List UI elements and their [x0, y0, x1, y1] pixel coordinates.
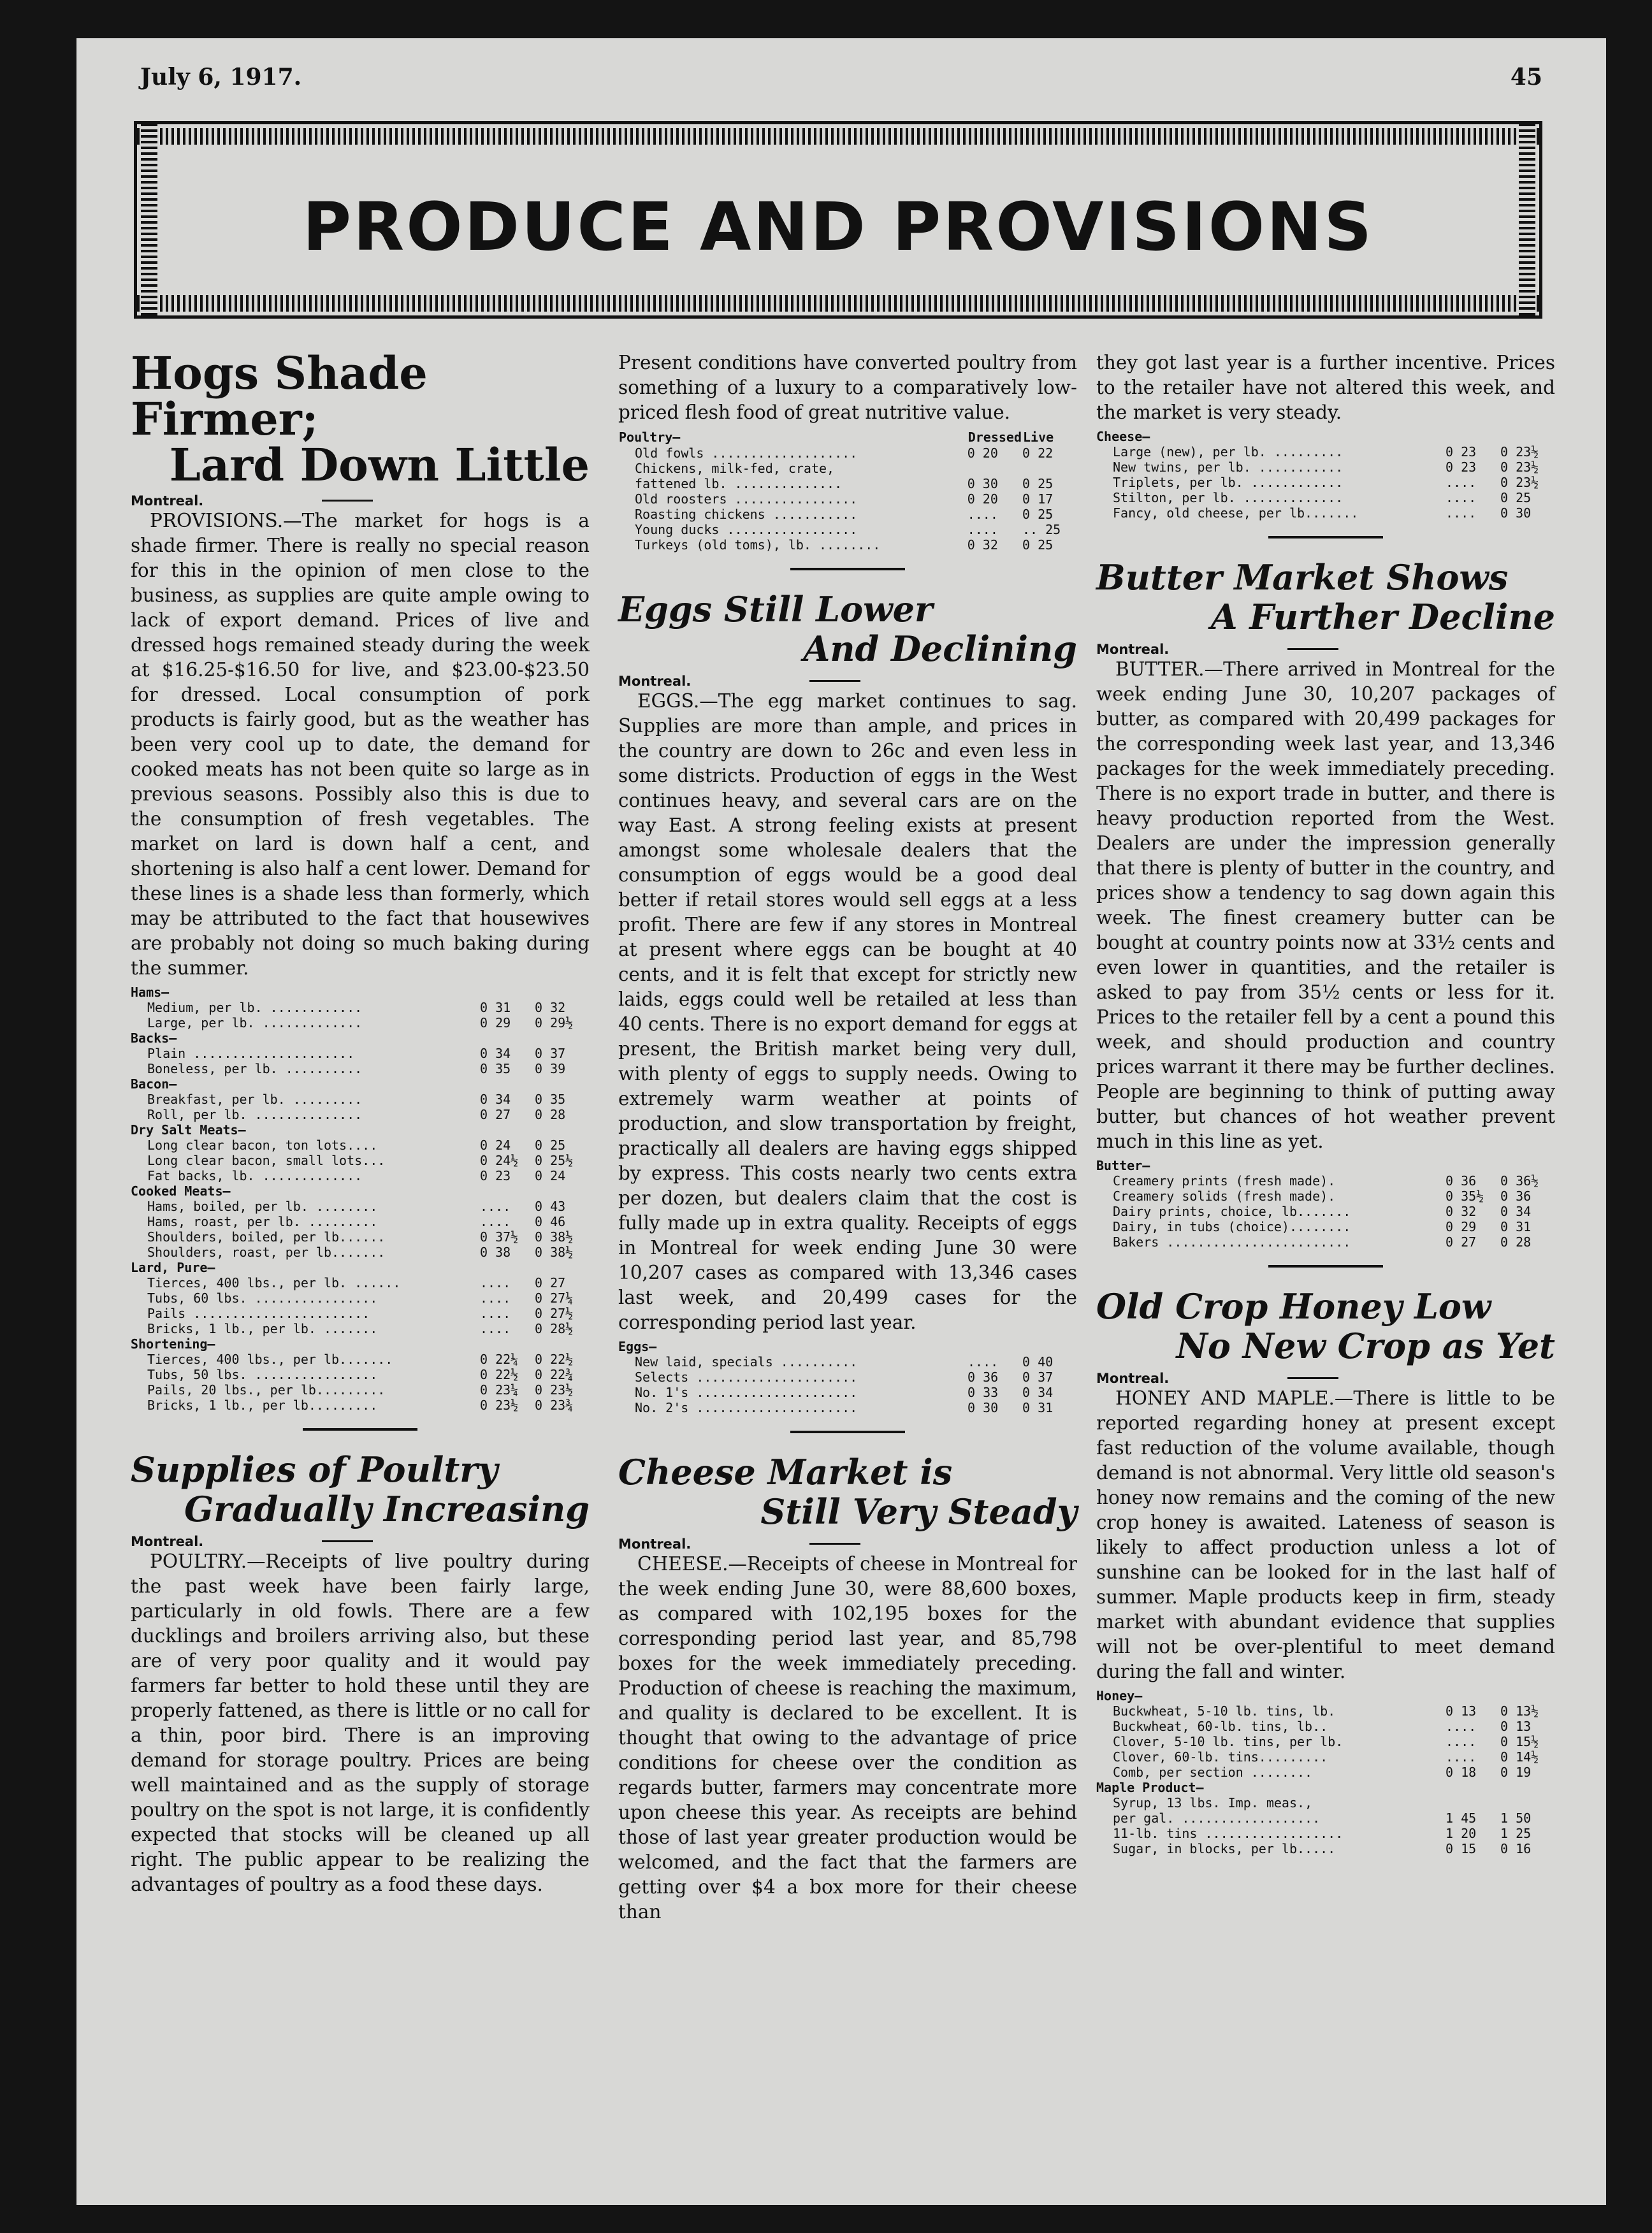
price-item-label: Roll, per lb. .............. — [147, 1107, 363, 1122]
price-item-label: Shoulders, boiled, per lb...... — [147, 1229, 386, 1245]
price-group-row — [131, 1260, 590, 1275]
price-low: 0 38 — [480, 1245, 511, 1260]
price-row — [131, 1015, 590, 1030]
price-row — [1096, 1749, 1555, 1765]
price-low: 0 22½ — [480, 1367, 519, 1382]
price-low — [1446, 1795, 1500, 1810]
price-row — [1096, 1703, 1555, 1719]
price-low: 0 31 — [480, 1000, 511, 1015]
section-divider — [790, 1431, 905, 1433]
price-low: .... — [480, 1321, 511, 1336]
price-item-label: New twins, per lb. ........... — [1113, 459, 1344, 475]
dateline-text: Montreal. — [618, 1536, 692, 1552]
price-low: 0 23½ — [480, 1398, 519, 1413]
price-group-row — [131, 1122, 590, 1138]
price-item-label: Dairy prints, choice, lb....... — [1113, 1204, 1351, 1219]
price-row — [1096, 1234, 1555, 1250]
price-low: 0 15 — [1446, 1841, 1477, 1856]
price-row — [131, 1153, 590, 1168]
section-divider — [1268, 536, 1383, 538]
cheese-price-table — [1096, 429, 1555, 521]
price-group-label: Backs— — [131, 1030, 177, 1046]
price-row — [618, 1385, 1077, 1400]
price-high: 0 24 — [535, 1168, 566, 1183]
cheese-headline — [618, 1452, 1077, 1531]
price-high: 0 23½ — [1500, 459, 1539, 475]
price-high: 0 39 — [535, 1061, 566, 1076]
price-group-label: Lard, Pure— — [131, 1260, 215, 1275]
dateline-text: Montreal. — [131, 1534, 204, 1549]
price-low: 0 20 — [967, 491, 998, 507]
cheese-dateline — [618, 1536, 1077, 1552]
price-high: 0 40 — [1022, 1354, 1054, 1369]
section-divider — [1268, 1265, 1383, 1268]
poultry-dateline — [131, 1534, 590, 1549]
price-high: 0 14½ — [1500, 1749, 1539, 1765]
price-high: 0 46 — [535, 1214, 566, 1229]
price-group-row — [131, 985, 590, 1000]
price-low: 0 36 — [1446, 1173, 1477, 1189]
price-low: .... — [480, 1290, 511, 1306]
price-high — [1022, 461, 1077, 476]
price-low: 1 45 — [1446, 1810, 1477, 1826]
section-banner — [134, 121, 1542, 319]
price-row — [1096, 1795, 1555, 1810]
price-row — [1096, 505, 1555, 521]
price-item-label: Plain ..................... — [147, 1046, 355, 1061]
page-number: 45 — [1510, 64, 1542, 90]
price-row — [131, 1000, 590, 1015]
price-item-label: Fancy, old cheese, per lb....... — [1113, 505, 1359, 521]
price-low: .... — [1446, 1749, 1477, 1765]
price-low: 1 20 — [1446, 1826, 1477, 1841]
price-low: 0 23 — [480, 1168, 511, 1183]
hogs-dateline — [131, 493, 590, 509]
price-item-label: Large (new), per lb. ......... — [1113, 444, 1344, 459]
section-divider — [303, 1428, 417, 1431]
price-low: 0 34 — [480, 1046, 511, 1061]
price-row — [618, 461, 1077, 476]
price-group-row — [131, 1336, 590, 1352]
price-row — [1096, 1219, 1555, 1234]
price-item-label: Pails ....................... — [147, 1306, 370, 1321]
price-high: 0 22 — [1022, 445, 1054, 461]
honey-price-table — [1096, 1688, 1555, 1856]
hogs-headline — [131, 347, 590, 491]
butter-price-table — [1096, 1158, 1555, 1250]
price-item-label: Long clear bacon, small lots... — [147, 1153, 386, 1168]
price-row — [131, 1107, 590, 1122]
hogs-article-body: PROVISIONS.—The market for hogs is a shade firmer. There is really no special reason for this in the opinion of men close to the business, as supplies are quite ample owing to lack of export demand. Prices of live and dressed hogs remained steady during the week at $16.25-$16.50 for live, and $23.00-$23.50 for dressed. Local consumption of pork products is fairly good, but as the weather has been very cool up to date, the demand for cooked meats has not been quite so large as in previous seasons. Possibly also this is due to the consumption of fresh vegetables. The market on lard is down half a cent, and shortening is also half a cent lower. Demand for these lines is a shade less than formerly, which may be attributed to the fact that housewives are probably not doing so much baking during the summer. — [131, 510, 590, 979]
price-row — [131, 1061, 590, 1076]
price-row — [1096, 1173, 1555, 1189]
price-row — [131, 1092, 590, 1107]
price-item-label: Bricks, 1 lb., per lb......... — [147, 1398, 378, 1413]
price-low: .... — [967, 522, 998, 537]
price-item-label: Syrup, 13 lbs. Imp. meas., — [1113, 1795, 1313, 1810]
price-item-label: 11-lb. tins .................. — [1113, 1826, 1344, 1841]
provisions-price-table — [131, 985, 590, 1413]
poultry-headline-line2: Gradually Increasing — [184, 1489, 590, 1529]
price-group-row — [1096, 1780, 1555, 1795]
price-item-label: Old fowls ................... — [635, 445, 858, 461]
price-row — [1096, 1826, 1555, 1841]
price-row — [1096, 1841, 1555, 1856]
price-high: 0 36½ — [1500, 1173, 1539, 1189]
price-row — [618, 537, 1077, 553]
price-item-label: Tierces, 400 lbs., per lb. ...... — [147, 1275, 401, 1290]
banner-border-top — [137, 128, 1539, 145]
price-row — [1096, 1719, 1555, 1734]
price-low: 0 35 — [480, 1061, 511, 1076]
price-low: 0 23 — [1446, 459, 1477, 475]
price-group-label: Dry Salt Meats— — [131, 1122, 246, 1138]
price-row — [618, 507, 1077, 522]
price-group-label: Shortening— — [131, 1336, 215, 1352]
price-high: 0 28 — [1500, 1234, 1532, 1250]
poultry-article-body: POULTRY.—Receipts of live poultry during the past week have been fairly large, particularly in old fowls. There are a few ducklings and broilers arriving also, but these are of very poor quality and it would pay farmers far better to hold these until they are properly fattened, as there is little or no call for a thin, poor bird. There is an improving demand for storage poultry. Prices are being well maintained and as the supply of storage poultry on the spot is not large, it is confidently expected that stocks will be cleaned up all right. The public appear to be realizing the advantages of poultry as a food these days. — [131, 1550, 590, 1895]
price-group-label: Cheese— — [1096, 429, 1150, 444]
price-row — [618, 445, 1077, 461]
price-item-label: Selects ..................... — [635, 1369, 858, 1385]
price-item-label: Old roosters ................ — [635, 491, 858, 507]
eggs-article-body: EGGS.—The egg market continues to sag. Supplies are more than ample, and prices in the country are down to 26c and even less in some districts. Production of eggs in the West continues heavy, and several cars are on the way East. A strong feeling exists at present amongst some wholesale dealers that the consumption of eggs would be a good deal better if retail stores would sell eggs at a less profit. There are few if any stores in Montreal at present where eggs can be bought at 40 cents, and it is felt that except for strictly new laids, eggs could well be retailed at less than 40 cents. There is no export demand for eggs at present, the British market being very dull, with plenty of eggs to supply needs. Owing to extremely warm weather at points of production, and slow transportation by freight, practically all dealers are having eggs shipped by express. This costs nearly two cents extra per dozen, but dealers claim that the cost is fully made up in extra quality. Receipts of eggs in Montreal for week ending June 30 were 10,207 cases as compared with 13,346 cases last week, and 20,499 cases for the corresponding period last year. — [618, 690, 1077, 1333]
price-high: 0 37 — [1022, 1369, 1054, 1385]
poultry-table-label: Poultry— — [619, 430, 681, 445]
price-row — [1096, 490, 1555, 505]
price-row — [131, 1290, 590, 1306]
price-high: 0 22½ — [535, 1352, 574, 1367]
butter-dateline — [1096, 642, 1555, 657]
price-high: 0 23½ — [535, 1382, 574, 1398]
price-item-label: Bakers ........................ — [1113, 1234, 1351, 1250]
price-low: .... — [1446, 490, 1477, 505]
price-high: 0 27 — [535, 1275, 566, 1290]
price-item-label: Tierces, 400 lbs., per lb....... — [147, 1352, 393, 1367]
cheese-headline-line2: Still Very Steady — [760, 1491, 1077, 1532]
price-low: 0 36 — [967, 1369, 999, 1385]
price-item-label: Hams, roast, per lb. ......... — [147, 1214, 378, 1229]
price-row — [1096, 1734, 1555, 1749]
price-group-row — [131, 1076, 590, 1092]
price-row — [131, 1398, 590, 1413]
poultry-headline-line1: Supplies of Poultry — [131, 1449, 498, 1490]
price-low: 0 22¼ — [480, 1352, 519, 1367]
poultry-price-table — [618, 429, 1077, 553]
price-row — [131, 1321, 590, 1336]
price-row — [1096, 1189, 1555, 1204]
price-row — [131, 1352, 590, 1367]
honey-headline-line2: No New Crop as Yet — [1176, 1326, 1555, 1366]
price-low: 0 23 — [1446, 444, 1477, 459]
price-high: 0 34 — [1500, 1204, 1532, 1219]
price-low: 0 29 — [480, 1015, 511, 1030]
price-high: 0 19 — [1500, 1765, 1532, 1780]
price-high: 0 37 — [535, 1046, 566, 1061]
price-row — [618, 1400, 1077, 1415]
price-high: 0 43 — [535, 1199, 566, 1214]
butter-article-body: BUTTER.—There arrived in Montreal for the week ending June 30, 10,207 packages of butter, as compared with 20,499 packages for the corresponding week last year, and 13,346 packages for the week immediately preceding. There is no export trade in butter, and there is heavy production reported from the West. Dealers are under the impression generally that there is plenty of butter in the country, and prices show a tendency to sag down again this week. The finest creamery butter can be bought at country points now at 33½ cents and even lower in quantities, and the retailer is asked to pay from 35½ cents or less for it. Prices to the retailer fell by a cent a pound this week, and should production and country prices warrant it there may be further declines. People are beginning to think of putting away butter, but chances of hot weather prevent much in this line as yet. — [1096, 658, 1555, 1152]
column-left — [131, 347, 590, 1897]
price-row — [131, 1168, 590, 1183]
price-high: 0 22¾ — [535, 1367, 574, 1382]
price-low: .... — [1446, 475, 1477, 490]
eggs-headline-line2: And Declining — [803, 628, 1077, 669]
price-high: 0 15½ — [1500, 1734, 1539, 1749]
eggs-headline — [618, 589, 1077, 668]
price-low: 0 24 — [480, 1138, 511, 1153]
price-high: 0 28½ — [535, 1321, 574, 1336]
price-row — [1096, 1204, 1555, 1219]
price-low: 0 23¼ — [480, 1382, 519, 1398]
poultry-col-live: Live — [1023, 430, 1054, 445]
price-high: 0 23¾ — [535, 1398, 574, 1413]
cheese-article-continued: they got last year is a further incentive. Prices to the retailer have not altered this week, and the market is very steady. — [1096, 352, 1555, 423]
price-high: 0 32 — [535, 1000, 566, 1015]
price-group-label: Butter— — [1096, 1158, 1150, 1173]
price-high: 0 27¼ — [535, 1290, 574, 1306]
poultry-article-continued: Present conditions have converted poultry from something of a luxury to a comparatively low-priced flesh food of great nutritive value. — [618, 352, 1077, 423]
price-high: 0 17 — [1022, 491, 1054, 507]
eggs-headline-line1: Eggs Still Lower — [618, 589, 933, 630]
price-item-label: Large, per lb. ............. — [147, 1015, 363, 1030]
price-item-label: Clover, 5-10 lb. tins, per lb. — [1113, 1734, 1344, 1749]
price-group-row — [618, 1339, 1077, 1354]
price-item-label: No. 1's ..................... — [635, 1385, 858, 1400]
price-low: .... — [967, 1354, 999, 1369]
price-high: 0 25 — [1022, 507, 1054, 522]
price-high: 0 31 — [1022, 1400, 1054, 1415]
price-low: 0 27 — [480, 1107, 511, 1122]
price-item-label: Shoulders, roast, per lb....... — [147, 1245, 386, 1260]
butter-headline-line1: Butter Market Shows — [1096, 557, 1509, 598]
price-high: 0 31 — [1500, 1219, 1532, 1234]
price-low: .... — [480, 1275, 511, 1290]
price-low: 0 24½ — [480, 1153, 519, 1168]
price-high: 0 28 — [535, 1107, 566, 1122]
price-item-label: Fat backs, lb. ............. — [147, 1168, 363, 1183]
price-high: 0 25 — [1022, 476, 1054, 491]
price-low: .... — [1446, 1719, 1477, 1734]
magazine-page — [76, 38, 1606, 2205]
price-item-label: Buckwheat, 60-lb. tins, lb.. — [1113, 1719, 1328, 1734]
price-low: .... — [1446, 505, 1477, 521]
price-low: 0 30 — [967, 476, 998, 491]
price-item-label: Clover, 60-lb. tins......... — [1113, 1749, 1328, 1765]
price-high: 0 34 — [1022, 1385, 1054, 1400]
price-low: 0 18 — [1446, 1765, 1477, 1780]
price-item-label: Long clear bacon, ton lots.... — [147, 1138, 378, 1153]
price-row — [131, 1214, 590, 1229]
price-item-label: Creamery solids (fresh made). — [1113, 1189, 1336, 1204]
price-high: 0 38½ — [535, 1245, 574, 1260]
price-high: 0 13 — [1500, 1719, 1532, 1734]
price-item-label: Buckwheat, 5-10 lb. tins, lb. — [1113, 1703, 1336, 1719]
price-row — [131, 1275, 590, 1290]
price-row — [131, 1046, 590, 1061]
hogs-headline-line1: Hogs Shade Firmer; — [131, 347, 428, 445]
issue-date: July 6, 1917. — [140, 64, 302, 90]
price-row — [131, 1382, 590, 1398]
honey-dateline — [1096, 1371, 1555, 1386]
price-high: 0 23½ — [1500, 475, 1539, 490]
dateline-text: Montreal. — [131, 493, 204, 509]
price-row — [1096, 1810, 1555, 1826]
honey-headline-line1: Old Crop Honey Low — [1096, 1286, 1491, 1327]
price-group-row — [1096, 1688, 1555, 1703]
price-group-row — [1096, 1158, 1555, 1173]
price-group-row — [131, 1030, 590, 1046]
price-low: 0 20 — [967, 445, 998, 461]
cheese-headline-line1: Cheese Market is — [618, 1452, 953, 1492]
price-low: .... — [967, 507, 998, 522]
price-item-label: Bricks, 1 lb., per lb. ....... — [147, 1321, 378, 1336]
cheese-article-body: CHEESE.—Receipts of cheese in Montreal for the week ending June 30, were 88,600 boxes, as compared with 102,195 boxes for the corresponding period last year, and 85,798 boxes for the week immediately preceding. Production of cheese is reaching the maximum, and quality is declared to be excellent. It is thought that owing to the advantage of price conditions for cheese over the condition as regards butter, farmers may concentrate more upon cheese this year. As receipts are behind those of last year greater production would be welcomed, and the fact that the farmers are getting over $4 a box more for their cheese than — [618, 1553, 1077, 1923]
price-group-label: Eggs— — [618, 1339, 657, 1354]
price-low: .... — [1446, 1734, 1477, 1749]
eggs-price-table — [618, 1339, 1077, 1415]
price-row — [618, 1354, 1077, 1369]
price-high: 0 29½ — [535, 1015, 574, 1030]
price-row — [1096, 1765, 1555, 1780]
price-high: 1 50 — [1500, 1810, 1532, 1826]
price-high: 0 25 — [535, 1138, 566, 1153]
banner-border-bottom — [137, 295, 1539, 312]
price-high: 0 25 — [1022, 537, 1054, 553]
price-row — [618, 476, 1077, 491]
price-high: 0 16 — [1500, 1841, 1532, 1856]
price-item-label: Triplets, per lb. ............ — [1113, 475, 1344, 490]
price-high: 0 23½ — [1500, 444, 1539, 459]
price-high: 0 36 — [1500, 1189, 1532, 1204]
poultry-col-dressed: Dressed — [967, 430, 1022, 445]
price-low: .... — [480, 1214, 511, 1229]
price-group-label: Hams— — [131, 985, 170, 1000]
price-item-label: Hams, boiled, per lb. ........ — [147, 1199, 378, 1214]
butter-headline — [1096, 558, 1555, 637]
eggs-dateline — [618, 674, 1077, 689]
price-item-label: Tubs, 50 lbs. ................ — [147, 1367, 378, 1382]
price-row — [131, 1199, 590, 1214]
price-group-label: Honey— — [1096, 1688, 1143, 1703]
price-group-label: Maple Product— — [1096, 1780, 1204, 1795]
column-right — [1096, 350, 1555, 1860]
price-item-label: Breakfast, per lb. ......... — [147, 1092, 363, 1107]
price-group-label: Bacon— — [131, 1076, 177, 1092]
price-item-label: Chickens, milk-fed, crate, — [635, 461, 835, 476]
price-group-row — [1096, 429, 1555, 444]
price-low: .... — [480, 1306, 511, 1321]
price-high: 0 38½ — [535, 1229, 574, 1245]
price-item-label: Young ducks ................. — [635, 522, 858, 537]
price-row — [1096, 459, 1555, 475]
price-item-label: fattened lb. .............. — [635, 476, 843, 491]
price-item-label: Roasting chickens ........... — [635, 507, 858, 522]
price-item-label: Dairy, in tubs (choice)........ — [1113, 1219, 1351, 1234]
dateline-text: Montreal. — [1096, 1371, 1170, 1386]
price-row — [131, 1138, 590, 1153]
price-item-label: New laid, specials .......... — [635, 1354, 858, 1369]
price-low: .... — [480, 1199, 511, 1214]
price-item-label: Boneless, per lb. .......... — [147, 1061, 363, 1076]
price-group-label: Cooked Meats— — [131, 1183, 231, 1199]
dateline-text: Montreal. — [618, 674, 692, 689]
price-row — [1096, 444, 1555, 459]
price-item-label: Medium, per lb. ............ — [147, 1000, 363, 1015]
price-high — [1500, 1795, 1555, 1810]
price-high: .. 25 — [1022, 522, 1061, 537]
price-high: 0 25½ — [535, 1153, 574, 1168]
price-low: 0 32 — [1446, 1204, 1477, 1219]
butter-headline-line2: A Further Decline — [1210, 596, 1555, 637]
price-item-label: Pails, 20 lbs., per lb......... — [147, 1382, 386, 1398]
price-row — [131, 1245, 590, 1260]
price-high: 0 35 — [535, 1092, 566, 1107]
price-item-label: Tubs, 60 lbs. ................ — [147, 1290, 378, 1306]
price-item-label: Creamery prints (fresh made). — [1113, 1173, 1336, 1189]
price-item-label: Sugar, in blocks, per lb..... — [1113, 1841, 1336, 1856]
price-low: 0 34 — [480, 1092, 511, 1107]
price-low — [967, 461, 1022, 476]
price-high: 0 27½ — [535, 1306, 574, 1321]
price-group-row — [131, 1183, 590, 1199]
price-row — [618, 491, 1077, 507]
price-row — [618, 1369, 1077, 1385]
price-item-label: per gal. .................. — [1113, 1810, 1321, 1826]
price-row — [1096, 475, 1555, 490]
price-low: 0 29 — [1446, 1219, 1477, 1234]
price-item-label: Stilton, per lb. ............. — [1113, 490, 1344, 505]
price-low: 0 30 — [967, 1400, 999, 1415]
column-middle — [618, 350, 1077, 1925]
price-low: 0 27 — [1446, 1234, 1477, 1250]
price-high: 0 30 — [1500, 505, 1532, 521]
price-high: 0 25 — [1500, 490, 1532, 505]
price-high: 1 25 — [1500, 1826, 1532, 1841]
price-item-label: No. 2's ..................... — [635, 1400, 858, 1415]
price-row — [131, 1306, 590, 1321]
price-low: 0 35½ — [1446, 1189, 1484, 1204]
section-divider — [790, 568, 905, 570]
honey-headline — [1096, 1287, 1555, 1366]
price-high: 0 13½ — [1500, 1703, 1539, 1719]
price-row — [131, 1367, 590, 1382]
hogs-headline-line2: Lard Down Little — [169, 438, 590, 491]
price-low: 0 37½ — [480, 1229, 519, 1245]
price-item-label: Turkeys (old toms), lb. ........ — [635, 537, 881, 553]
section-title: PRODUCE AND PROVISIONS — [302, 188, 1374, 266]
price-low: 0 32 — [967, 537, 998, 553]
price-low: 0 13 — [1446, 1703, 1477, 1719]
poultry-headline — [131, 1450, 590, 1529]
price-row — [618, 522, 1077, 537]
price-item-label: Comb, per section ........ — [1113, 1765, 1313, 1780]
honey-article-body: HONEY AND MAPLE.—There is little to be reported regarding honey at present except fast reduction of the volume available, though demand is not abnormal. Very little old season's honey now remains and the coming of the new crop honey is awaited. Lateness of season is likely to affect production unless a lot of sunshine can be looked for in the last half of summer. Maple products keep in firm, steady market with abundant evidence that supplies will not be over-plentiful to meet demand during the fall and winter. — [1096, 1387, 1555, 1682]
price-row — [131, 1229, 590, 1245]
dateline-text: Montreal. — [1096, 642, 1170, 657]
price-low: 0 33 — [967, 1385, 999, 1400]
